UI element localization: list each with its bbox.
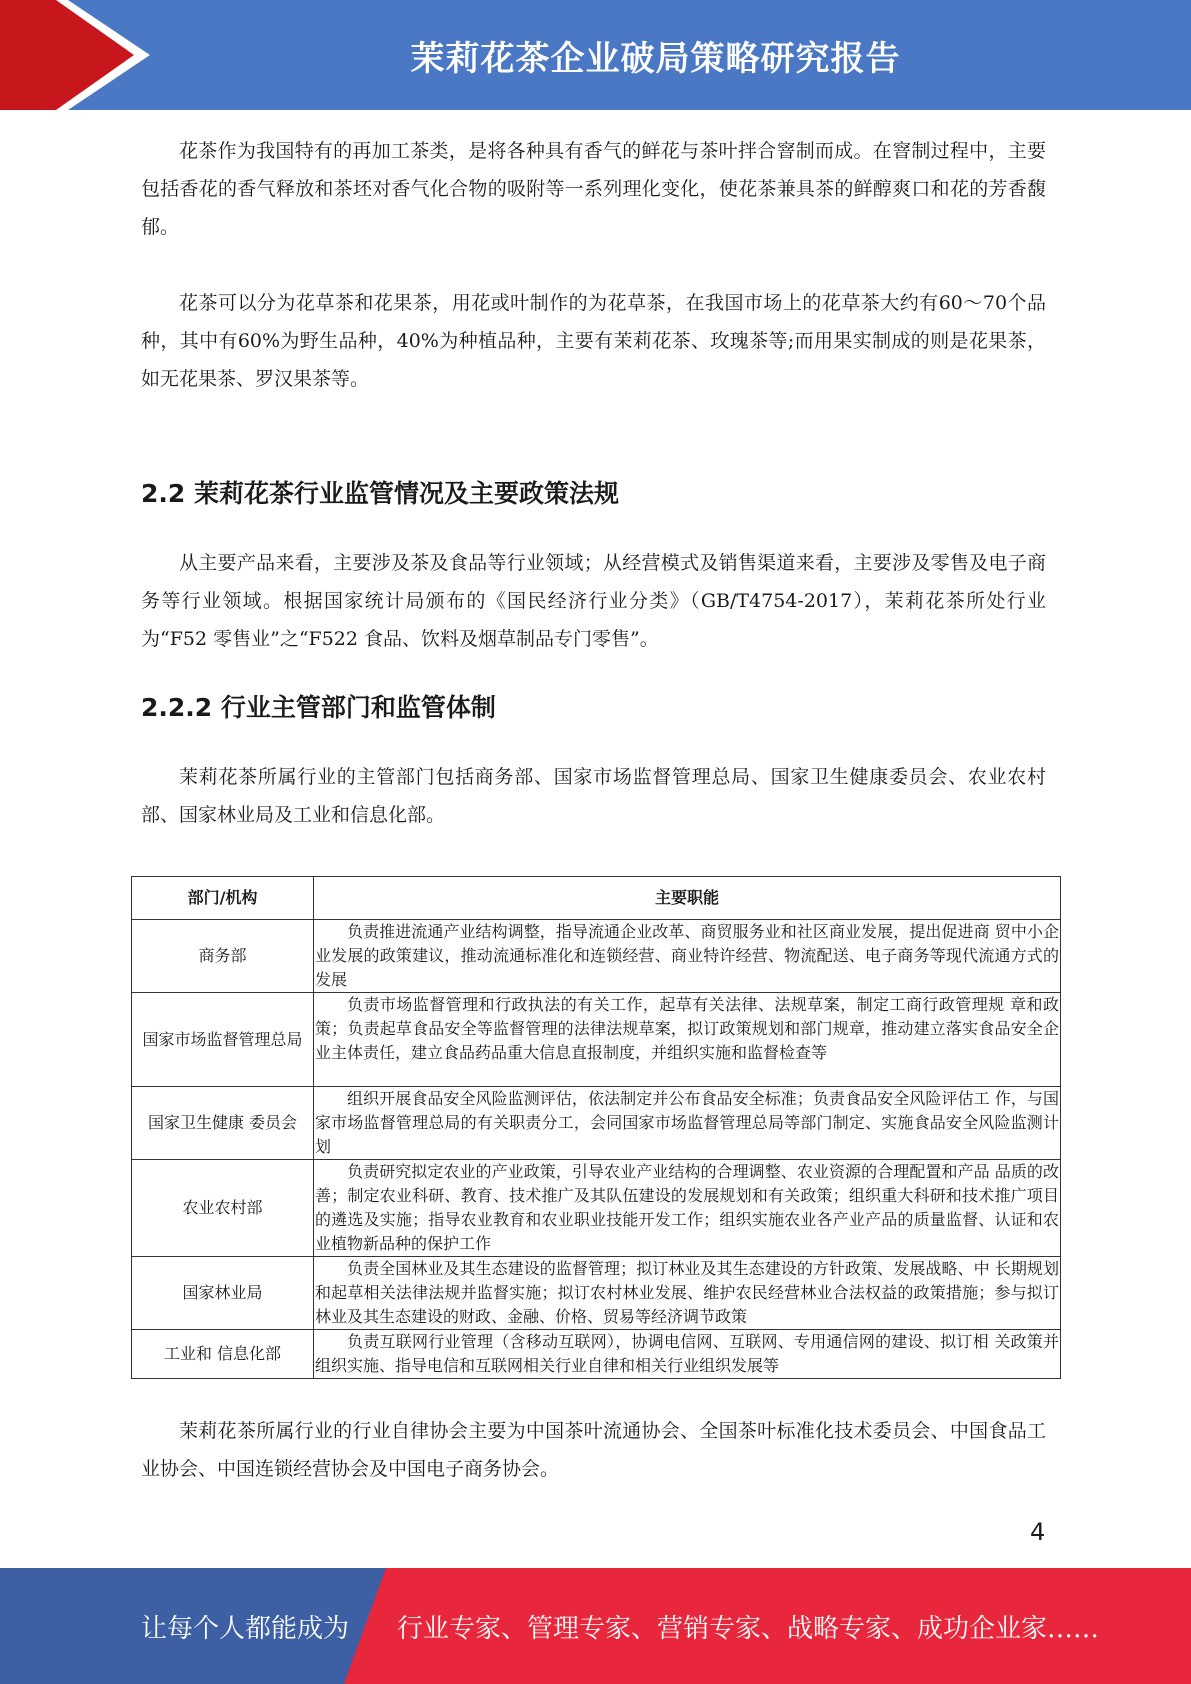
closing-paragraph: 茉莉花茶所属行业的行业自律协会主要为中国茶叶流通协会、全国茶叶标准化技术委员会、中国食品工业协会、中国连锁经营协会及中国电子商务协会。 [141, 1420, 1046, 1480]
intro-paragraph-1: 花茶作为我国特有的再加工茶类，是将各种具有香气的鲜花与茶叶拌合窨制而成。在窨制过程中，主要包括香花的香气释放和茶坯对香气化合物的吸附等一系列理化变化，使花茶兼具茶的鲜醇爽口和花的芳香馥郁。 [141, 140, 1046, 238]
closing-content [141, 1412, 1046, 1488]
department-name: 商务部 [132, 920, 314, 993]
department-duty: 负责推进流通产业结构调整，指导流通企业改革、商贸服务业和社区商业发展，提出促进商 贸中小企业发展的政策建议，推动流通标准化和连锁经营、商业特许经营、物流配送、电子商务等现代流通方式的发展 [314, 920, 1061, 993]
department-duty: 负责研究拟定农业的产业政策，引导农业产业结构的合理调整、农业资源的合理配置和产品 品质的改善；制定农业科研、教育、技术推广及其队伍建设的发展规划和有关政策；组织重大科研和技术推广项目的遴选及实施；指导农业教育和农业职业技能开发工作；组织实施农业各产业产品的质量监督、认证和农业植物新品种的保护工作 [314, 1160, 1061, 1257]
section-2-2-paragraph: 从主要产品来看，主要涉及茶及食品等行业领域；从经营模式及销售渠道来看，主要涉及零售及电子商务等行业领域。根据国家统计局颁布的《国民经济行业分类》（GB/T4754-2017），茉莉花茶所处行业为“F52 零售业”之“F522 食品、饮料及烟草制品专门零售”。 [141, 552, 1046, 650]
department-duty: 负责互联网行业管理（含移动互联网），协调电信网、互联网、专用通信网的建设、拟订相 关政策并组织实施、指导电信和互联网相关行业自律和相关行业组织发展等 [314, 1330, 1061, 1379]
page-footer [0, 1568, 1191, 1684]
department-name: 工业和 信息化部 [132, 1330, 314, 1379]
table-row [132, 993, 1061, 1087]
department-name: 农业农村部 [132, 1160, 314, 1257]
department-duty: 负责市场监督管理和行政执法的有关工作，起草有关法律、法规草案，制定工商行政管理规 章和政策；负责起草食品安全等监督管理的法律法规草案，拟订政策规划和部门规章，推动建立落实食品安全企业主体责任，建立食品药品重大信息直报制度，并组织实施和监督检查等 [314, 993, 1061, 1087]
header-main-duties: 主要职能 [314, 877, 1061, 920]
page-header [0, 0, 1191, 110]
section-heading-2-2: 2.2 茉莉花茶行业监管情况及主要政策法规 [141, 479, 619, 508]
table-row [132, 1160, 1061, 1257]
department-name: 国家林业局 [132, 1257, 314, 1330]
section-2-2-2-paragraph: 茉莉花茶所属行业的主管部门包括商务部、国家市场监督管理总局、国家卫生健康委员会、农业农村部、国家林业局及工业和信息化部。 [141, 766, 1046, 826]
report-title: 茉莉花茶企业破局策略研究报告 [410, 38, 901, 79]
table-row [132, 920, 1061, 993]
page-number: 4 [1030, 1518, 1046, 1546]
department-name: 国家市场监督管理总局 [132, 993, 314, 1087]
section-heading-2-2-2: 2.2.2 行业主管部门和监管体制 [141, 693, 496, 722]
footer-slogan-right: 行业专家、管理专家、营销专家、战略专家、成功企业家…… [397, 1613, 1100, 1644]
table-row [132, 1330, 1061, 1379]
table-row [132, 1257, 1061, 1330]
footer-slogan-left: 让每个人都能成为 [141, 1613, 350, 1644]
header-arrow-decoration [0, 0, 150, 110]
header-department: 部门/机构 [132, 877, 314, 920]
department-duty: 组织开展食品安全风险监测评估，依法制定并公布食品安全标准；负责食品安全风险评估工 作，与国家市场监督管理总局的有关职责分工，会同国家市场监督管理总局等部门制定、实施食品安全风险监测计划 [314, 1087, 1061, 1160]
table-row [132, 1087, 1061, 1160]
main-content [141, 132, 1046, 834]
table-header-row [132, 877, 1061, 920]
department-duties-table [131, 876, 1061, 1379]
intro-paragraph-2: 花茶可以分为花草茶和花果茶，用花或叶制作的为花草茶，在我国市场上的花草茶大约有60～70个品种，其中有60%为野生品种，40%为种植品种，主要有茉莉花茶、玫瑰茶等;而用果实制成的则是花果茶，如无花果茶、罗汉果茶等。 [141, 292, 1046, 390]
department-duty: 负责全国林业及其生态建设的监督管理；拟订林业及其生态建设的方针政策、发展战略、中 长期规划和起草相关法律法规并监督实施；拟订农村林业发展、维护农民经营林业合法权益的政策措施；参与拟订林业及其生态建设的财政、金融、价格、贸易等经济调节政策 [314, 1257, 1061, 1330]
department-name: 国家卫生健康 委员会 [132, 1087, 314, 1160]
